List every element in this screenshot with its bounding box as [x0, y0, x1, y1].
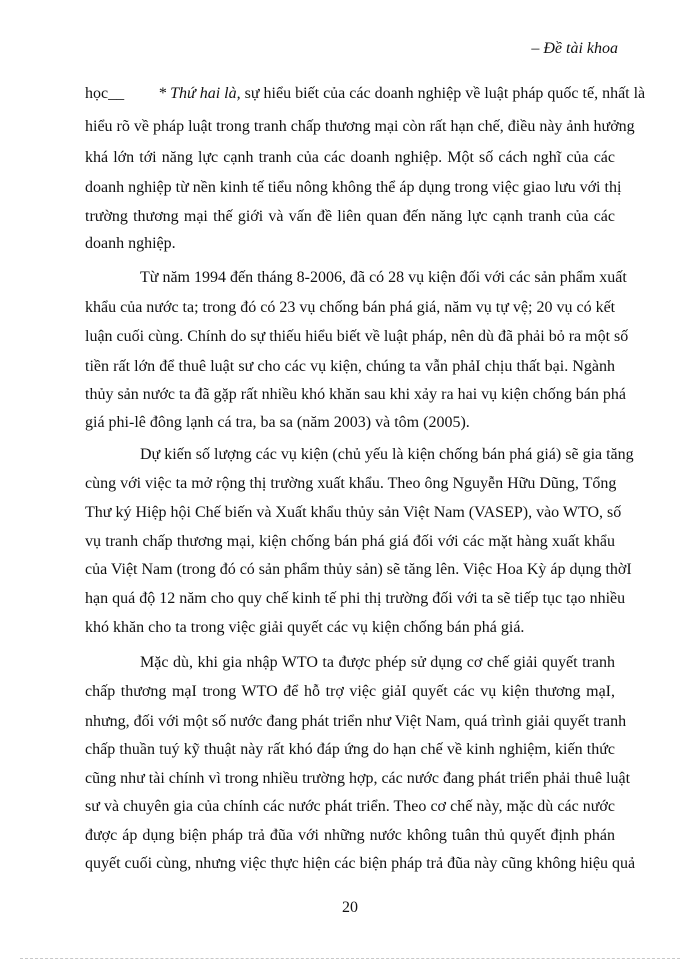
body-line: thủy sản nước ta đã gặp rất nhiều khó khăn sau khi xảy ra hai vụ kiện chống bán phá — [85, 386, 626, 403]
body-line: doanh nghiệp. — [85, 235, 176, 252]
body-line: khó khăn cho ta trong việc giải quyết các vụ kiện chống bán phá giá. — [85, 619, 525, 636]
body-line: nhưng, đối với một số nước đang phát triển như Việt Nam, quá trình giải quyết tranh — [85, 713, 627, 730]
body-line: hạn quá độ 12 năm cho quy chế kinh tế phi thị trường đối với ta sẽ tiếp tục tạo nhiều — [85, 590, 626, 607]
body-line: giá phi-lê đông lạnh cá tra, ba sa (năm 2003) và tôm (2005). — [85, 414, 470, 431]
body-line: tiền rất lớn để thuê luật sư cho các vụ kiện, chúng ta vẫn phảI chịu thất bại. Ngành — [85, 358, 615, 375]
paragraph-first-line: Dự kiến số lượng các vụ kiện (chủ yếu là kiện chống bán phá giá) sẽ gia tăng — [140, 446, 634, 463]
body-line: hiểu rõ về pháp luật trong tranh chấp thương mại còn rất hạn chế, điều này ảnh hưởng — [85, 118, 635, 135]
body-line: cũng như tài chính vì trong nhiều trường hợp, các nước đang phát triển phải thuê luật — [85, 770, 631, 787]
header-continuation: học__ — [85, 85, 125, 102]
body-line: khá lớn tới năng lực cạnh tranh của các doanh nghiệp. Một số cách nghĩ của các — [85, 149, 615, 166]
body-line: sư và chuyên gia của chính các nước phát triển. Theo cơ chế này, mặc dù các nước — [85, 798, 615, 815]
section-lead-in: * Thứ hai là, — [158, 85, 241, 102]
body-line: của Việt Nam (trong đó có sản phẩm thủy sản) sẽ tăng lên. Việc Hoa Kỳ áp dụng thờI — [85, 561, 632, 578]
paragraph-first-line: Mặc dù, khi gia nhập WTO ta được phép sử dụng cơ chế giải quyết tranh — [140, 654, 615, 671]
body-line-text: sự hiểu biết của các doanh nghiệp về luật pháp quốc tế, nhất là — [240, 85, 646, 102]
body-line — [85, 84, 646, 104]
body-line: vụ tranh chấp thương mại, kiện chống bán phá giá đối với các mặt hàng xuất khẩu — [85, 533, 615, 550]
body-line: khẩu của nước ta; trong đó có 23 vụ chống bán phá giá, năm vụ tự vệ; 20 vụ có kết — [85, 299, 616, 316]
body-line: cùng với việc ta mở rộng thị trường xuất khẩu. Theo ông Nguyễn Hữu Dũng, Tổng — [85, 475, 617, 492]
body-line: chấp thương mạI trong WTO để hỗ trợ việc giảI quyết các vụ kiện thương mạI, — [85, 683, 615, 700]
page-bottom-divider — [20, 958, 680, 959]
running-header: – Đề tài khoa — [531, 40, 618, 57]
body-line: doanh nghiệp từ nền kinh tế tiểu nông không thể áp dụng trong việc giao lưu với thị — [85, 179, 622, 196]
body-line: quyết cuối cùng, nhưng việc thực hiện các biện pháp trả đũa này cũng không hiệu quả — [85, 855, 636, 872]
page-number: 20 — [342, 899, 358, 916]
body-line: luận cuối cùng. Chính do sự thiếu hiểu biết về luật pháp, nên dù đã phải bỏ ra một số — [85, 328, 629, 345]
body-line: Thư ký Hiệp hội Chế biến và Xuất khẩu thủy sản Việt Nam (VASEP), vào WTO, số — [85, 504, 622, 521]
body-line: chấp thuần tuý kỹ thuật này rất khó đáp ứng do hạn chế về kinh nghiệm, kiến thức — [85, 741, 615, 758]
body-line: trường thương mại thế giới và vấn đề liên quan đến năng lực cạnh tranh của các — [85, 208, 615, 225]
paragraph-first-line: Từ năm 1994 đến tháng 8-2006, đã có 28 vụ kiện đối với các sản phẩm xuất — [140, 269, 627, 286]
body-line: được áp dụng biện pháp trả đũa với những nước không tuân thủ quyết định phán — [85, 827, 615, 844]
